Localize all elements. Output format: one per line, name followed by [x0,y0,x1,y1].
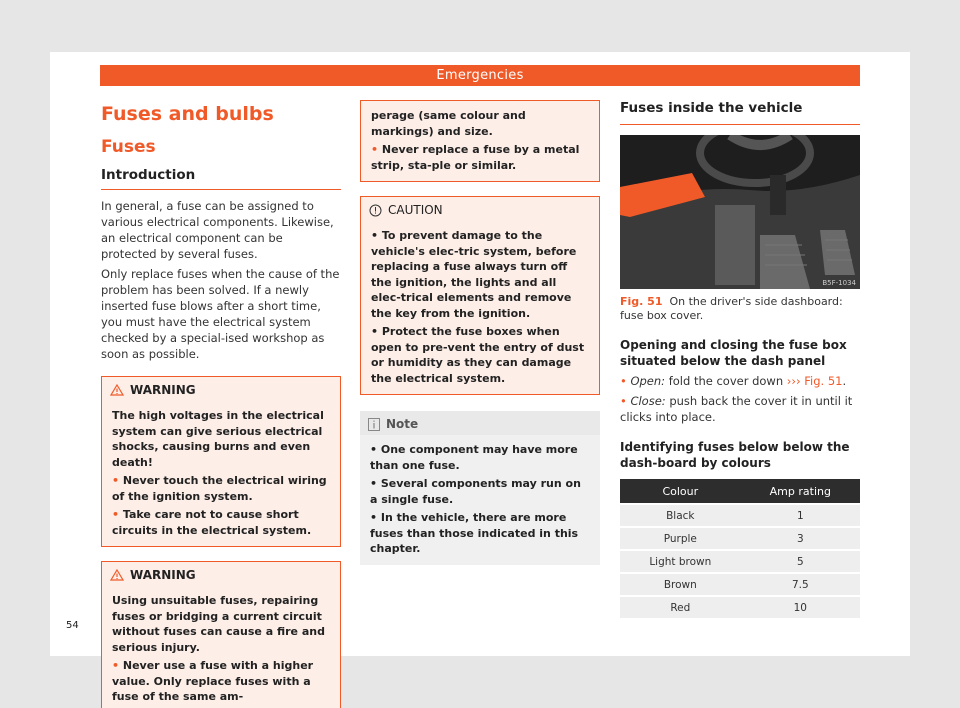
caution-body [361,221,599,394]
figure-caption: Fig. 51 On the driver's side dashboard: fuse box cover. [620,295,843,322]
warning-continued [360,100,600,182]
warning-intro: Using unsuitable fuses, repairing fuses or bridging a current circuit without fuses can cause a fire and serious injury. [112,594,325,654]
warning-body [102,401,340,546]
bullet-icon: • [370,443,381,456]
warning-intro: The high voltages in the electrical system can give serious electrical shocks, causing burns and even death! [112,409,324,469]
chapter-header: Emergencies [100,65,860,86]
table-row: Black 1 [620,505,860,526]
warning-label: WARNING [130,568,196,582]
note-label: Note [386,417,419,431]
note-header [360,411,600,435]
subheading: Opening and closing the fuse box situated below the dash panel [620,338,847,368]
list-item: • Protect the fuse boxes when open to pre-vent the entry of dust or humidity as they can damage the electrical system. [371,325,585,385]
instruction-close: • Close: push back the cover it in until it clicks into place. [620,394,853,424]
table-row: Light brown 5 [620,551,860,572]
list-item: • To prevent damage to the vehicle's elec-tric system, before replacing a fuse always turn off the ignition, the lights and all elec-trical elements and remove the key from the ignition. [371,229,577,320]
warning-icon [110,384,124,396]
list-item: • Take care not to cause short circuits in the electrical system. [112,508,312,537]
bullet-icon: • [112,508,123,521]
figure-code: B5F-1034 [822,279,856,287]
list-item: • Never touch the electrical wiring of the ignition system. [112,474,327,503]
continued-text: perage (same colour and markings) and size. [371,109,526,138]
note-body [360,435,600,565]
bullet-icon: • [112,474,123,487]
bullet-icon: • [620,374,631,388]
figure-dashboard [620,135,860,289]
paragraph: Only replace fuses when the cause of the problem has been solved. If a newly inserted fuse blows after a short time, you must have the electrical system checked by a special-ised workshop as soon as possible. [101,267,340,361]
figure-label: Fig. 51 [620,295,663,308]
column-3 [620,100,860,620]
caution-header [361,197,599,221]
section-title: Fuses inside the vehicle [620,100,860,125]
caution-icon [369,204,382,217]
list-item: • Never replace a fuse by a metal strip, sta-ple or similar. [371,143,580,172]
fuse-colour-table [620,477,860,620]
page-number: 54 [66,620,79,631]
table-row: Red 10 [620,597,860,618]
bullet-icon: • [371,229,382,242]
bullet-icon: • [620,394,631,408]
list-item: • Several components may run on a single fuse. [370,477,581,506]
bullet-icon: • [371,325,382,338]
section-title: Introduction [101,167,341,190]
warning-icon [110,569,124,581]
bullet-icon: • [370,511,381,524]
column-2 [360,100,600,565]
list-item: • In the vehicle, there are more fuses than those indicated in this chapter. [370,511,579,555]
caution-box [360,196,600,395]
table-row: Purple 3 [620,528,860,549]
column-1 [101,100,341,708]
dashboard-illustration [620,135,860,289]
warning-body [102,586,340,708]
bullet-icon: • [370,477,381,490]
warning-box [101,561,341,708]
table-header: Amp rating [741,479,860,503]
caution-label: CAUTION [388,203,443,217]
info-icon [368,418,380,431]
subtitle: Fuses [101,137,156,157]
paragraph: In general, a fuse can be assigned to various electrical components. Likewise, an electrical component can be protected by several fuses. [101,199,334,261]
warning-header [102,562,340,586]
table-header-row [620,479,860,503]
list-item: • One component may have more than one fuse. [370,443,578,472]
figure-link[interactable]: ››› Fig. 51 [786,374,843,388]
warning-box [101,376,341,547]
bullet-icon: • [112,659,123,672]
table-row: Brown 7.5 [620,574,860,595]
main-title: Fuses and bulbs [101,103,274,125]
warning-label: WARNING [130,383,196,397]
bullet-icon: • [371,143,382,156]
list-item: • Never use a fuse with a higher value. Only replace fuses with a fuse of the same am- [112,659,314,703]
table-header: Colour [620,479,741,503]
note-box [360,411,600,565]
warning-header [102,377,340,401]
subheading: Identifying fuses below below the dash-board by colours [620,440,850,470]
instruction-open: • Open: fold the cover down ››› Fig. 51. [620,374,847,388]
